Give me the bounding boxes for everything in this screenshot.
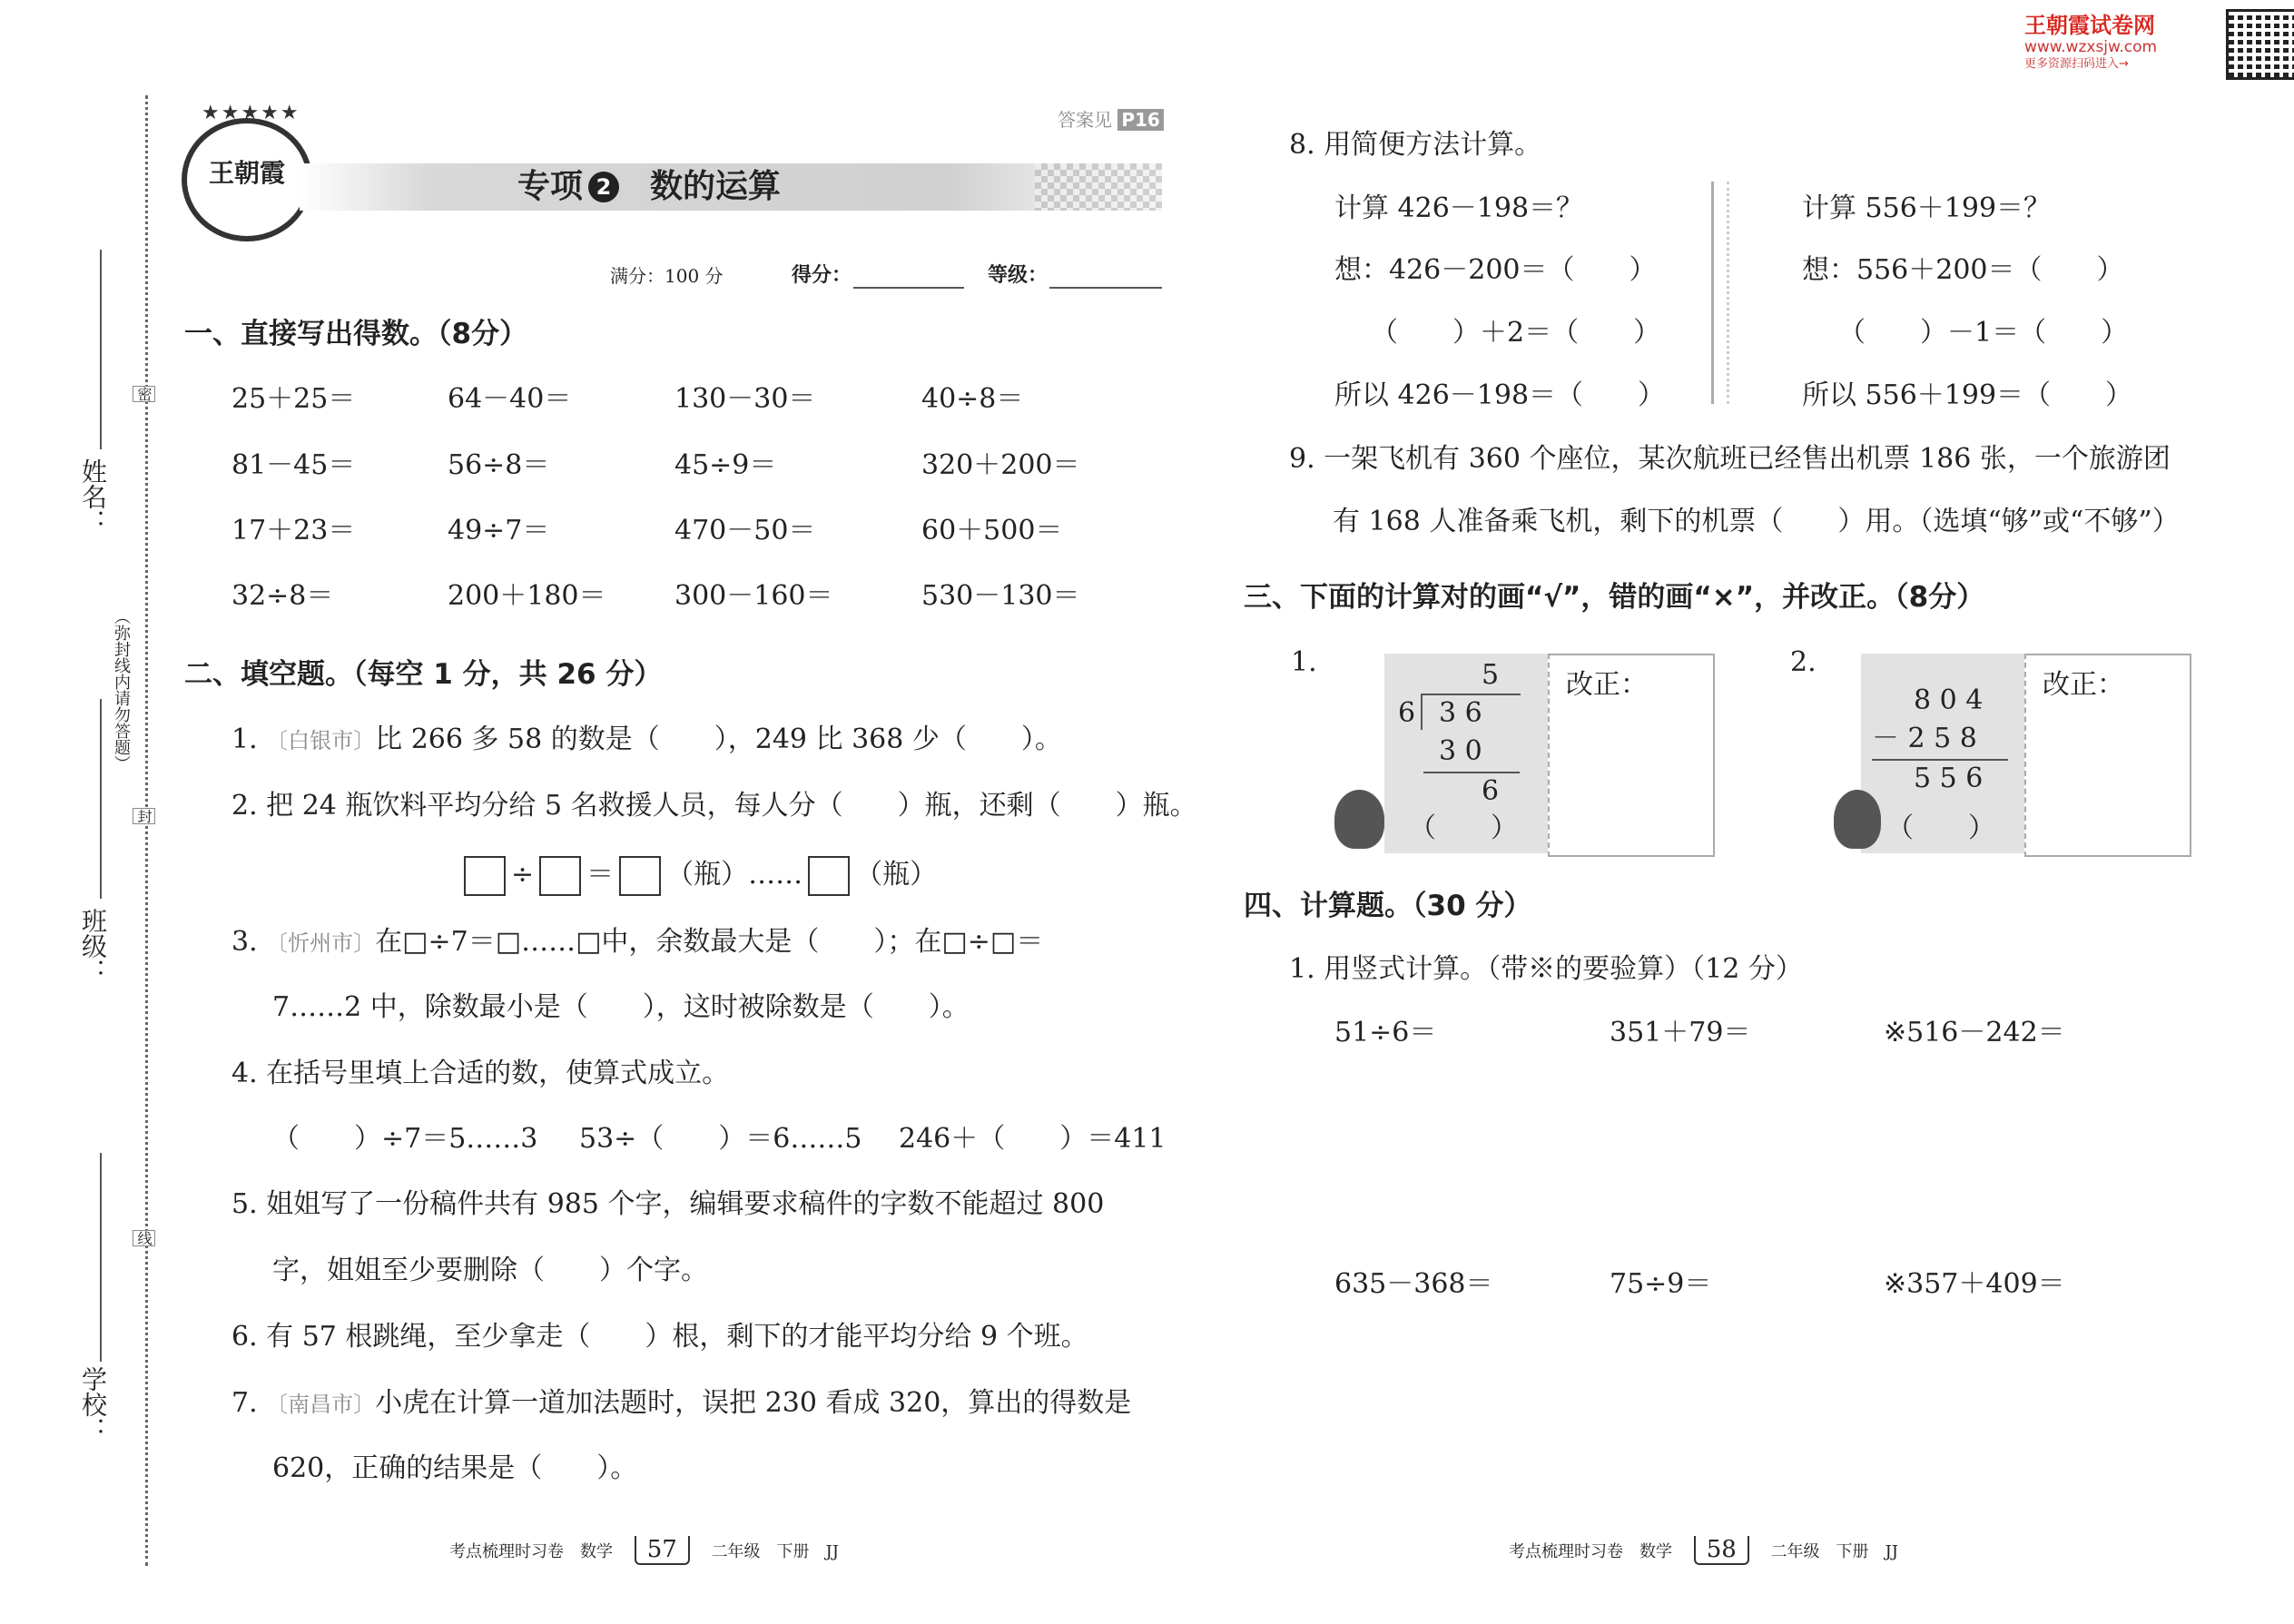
q8-b-line3: （ ）－1＝（ ） [1838,317,2129,349]
question-2-3-line2: 7……2 中，除数最小是（ ），这时被除数是（ ）。 [272,991,970,1023]
oral-calc-item: 40÷8＝ [921,383,1024,415]
oral-calc-item: 300－160＝ [674,580,833,612]
score-label: 得分： [792,264,852,287]
footer-right: 考点梳理时习卷 数学 58 二年级 下册 JJ [1509,1536,1898,1563]
vertical-calc-item: 635－368＝ [1334,1268,1493,1300]
question-2-4: 4. 在括号里填上合适的数，使算式成立。 [231,1058,730,1089]
oral-calc-item: 64－40＝ [448,383,572,415]
vertical-calc-item: ※357＋409＝ [1884,1268,2065,1300]
answer-page-badge: P16 [1117,109,1164,131]
grade-label: 等级： [988,264,1049,287]
vertical-calc-item: 351＋79＝ [1610,1017,1751,1048]
class-label: 班级： [78,908,108,984]
section-4-title: 四、计算题。（30 分） [1244,890,1532,922]
question-2-3: 3. 〔忻州市〕在□÷7＝□……□中，余数最大是（ ）；在□÷□＝ [231,926,1044,958]
question-2-7-line2: 620，正确的结果是（ ）。 [272,1452,638,1484]
check-2-number: 2. [1790,646,1816,678]
check-1-dividend: 3 6 [1439,697,1482,729]
q8-a-line2: 想：426－200＝（ ） [1334,254,1657,286]
question-2-8: 8. 用简便方法计算。 [1289,129,1542,161]
full-score: 满分：100 分 [610,265,724,287]
oral-calc-item: 49÷7＝ [448,515,550,546]
question-2-9-line2: 有 168 人准备乘飞机，剩下的机票（ ）用。（选填“够”或“不够”） [1333,506,2180,537]
oral-calc-item: 200＋180＝ [448,580,606,612]
oral-calc-item: 470－50＝ [674,515,816,546]
question-2-6: 6. 有 57 根跳绳，至少拿走（ ）根，剩下的才能平均分给 9 个班。 [231,1321,1088,1353]
logo-name: 王朝霞 [208,158,285,188]
q2-4-expr-b: 53÷（ ）＝6……5 [579,1123,862,1155]
question-2-9: 9. 一架飞机有 360 个座位，某次航班已经售出机票 186 张，一个旅游团 [1289,443,2171,475]
brand-name: 王朝霞试卷网 [2024,13,2155,38]
oral-calc-item: 530－130＝ [921,580,1080,612]
check-1-fix-label: 改正： [1566,669,1648,701]
page-number: 57 [635,1536,690,1565]
title-checker-decor [1035,163,1162,211]
brand-block [2024,13,2224,73]
oral-calc-item: 81－45＝ [231,449,356,481]
q8-a-line3: （ ）＋2＝（ ） [1371,317,1661,349]
q2-4-expr-c: 246＋（ ）＝411 [899,1123,1167,1155]
seal-mark-2: 封 [133,808,155,824]
check-1-number: 1. [1291,646,1317,678]
answer-box[interactable] [808,856,850,896]
logo [182,118,312,241]
logo-stars-icon: ★★★★★ [202,102,300,124]
q2-2-answer-boxes: ÷ ＝ （瓶）…… （瓶） [458,856,937,896]
q8-b-line1: 计算 556＋199＝？ [1802,192,2052,224]
vertical-calc-item: ※516－242＝ [1884,1017,2065,1048]
question-2-5: 5. 姐姐写了一份稿件共有 985 个字，编辑要求稿件的字数不能超过 800 [231,1188,1105,1220]
question-2-1: 1. 〔白银市〕比 266 多 58 的数是（ ），249 比 368 少（ ）。 [231,723,1062,755]
answer-ref: 答案见 P16 [1058,105,1164,132]
brand-slogan: 更多资源扫码进入→ [2024,57,2129,71]
check-1-quotient: 5 [1482,659,1500,691]
class-blank [100,699,102,899]
school-blank [100,1153,102,1362]
grade-blank [1049,287,1162,289]
question-2-7: 7. 〔南昌市〕小虎在计算一道加法题时，误把 230 看成 320，算出的得数是 [231,1387,1132,1419]
oral-calc-item: 130－30＝ [674,383,816,415]
name-label: 姓名： [78,458,108,535]
title-number-badge: 2 [588,172,619,202]
seal-mark-1: 密 [133,386,155,402]
oral-calc-item: 32÷8＝ [231,580,334,612]
check-1-product: 3 0 [1439,735,1482,767]
page-number: 58 [1694,1536,1749,1565]
oral-calc-item: 56÷8＝ [448,449,550,481]
region-tag: 〔南昌市〕 [266,1392,376,1417]
region-tag: 〔白银市〕 [266,728,376,753]
seal-mark-3: 线 [133,1230,155,1246]
check-1-mark-paren[interactable]: （ ） [1409,812,1518,844]
oral-calc-item: 25＋25＝ [231,383,356,415]
check-1-divisor: 6 [1398,697,1416,729]
question-2-5-line2: 字，姐姐至少要删除（ ）个字。 [272,1255,708,1286]
footer-left: 考点梳理时习卷 数学 57 二年级 下册 JJ [449,1536,839,1563]
answer-box[interactable] [619,856,661,896]
binding-dotted-line [145,95,148,1566]
oral-calc-item: 17＋23＝ [231,515,356,546]
q8-a-line4: 所以 426－198＝（ ） [1334,379,1666,411]
q2-4-expr-a: （ ）÷7＝5……3 [272,1123,538,1155]
vertical-calc-item: 75÷9＝ [1610,1268,1712,1300]
check-2-sub: － 2 5 8 [1872,723,1977,754]
answer-box[interactable] [539,856,581,896]
q8-a-line1: 计算 426－198＝？ [1334,192,1584,224]
section-3-title: 三、下面的计算对的画“√”，错的画“×”，并改正。（8分） [1244,581,1985,614]
q8-b-line4: 所以 556＋199＝（ ） [1802,379,2133,411]
oral-calc-item: 60＋500＝ [921,515,1063,546]
school-label: 学校： [78,1366,108,1442]
question-4-1: 1. 用竖式计算。（带※的要验算）（12 分） [1289,953,1803,985]
score-blank [853,287,964,289]
name-blank [100,250,102,449]
answer-box[interactable] [464,856,506,896]
oral-calc-item: 320＋200＝ [921,449,1080,481]
vine-decor-icon [1711,182,1729,404]
subtraction-bar [1423,772,1520,773]
bird-mascot-icon [1834,790,1881,849]
region-tag: 〔忻州市〕 [266,930,376,956]
question-2-2: 2. 把 24 瓶饮料平均分给 5 名救援人员，每人分（ ）瓶，还剩（ ）瓶。 [231,790,1197,822]
check-2-top: 8 0 4 [1914,684,1984,716]
check-2-result: 5 5 6 [1914,763,1984,794]
page-title: 专项 2 数的运算 [517,168,782,205]
seal-note: （弥封线内请勿答题） [112,608,131,772]
qr-code-icon [2226,9,2294,80]
check-2-mark-paren[interactable]: （ ） [1886,812,1995,844]
bird-mascot-icon [1334,790,1384,849]
q8-b-line2: 想：556＋200＝（ ） [1802,254,2124,286]
division-bracket [1421,694,1423,730]
oral-calc-item: 45÷9＝ [674,449,777,481]
section-2-title: 二、填空题。（每空 1 分，共 26 分） [184,658,663,691]
brand-url: www.wzxsjw.com [2024,38,2158,56]
vertical-calc-item: 51÷6＝ [1334,1017,1437,1048]
check-1-remainder: 6 [1482,775,1500,807]
check-2-fix-label: 改正： [2043,669,2124,701]
section-1-title: 一、直接写出得数。（8分） [184,318,528,350]
